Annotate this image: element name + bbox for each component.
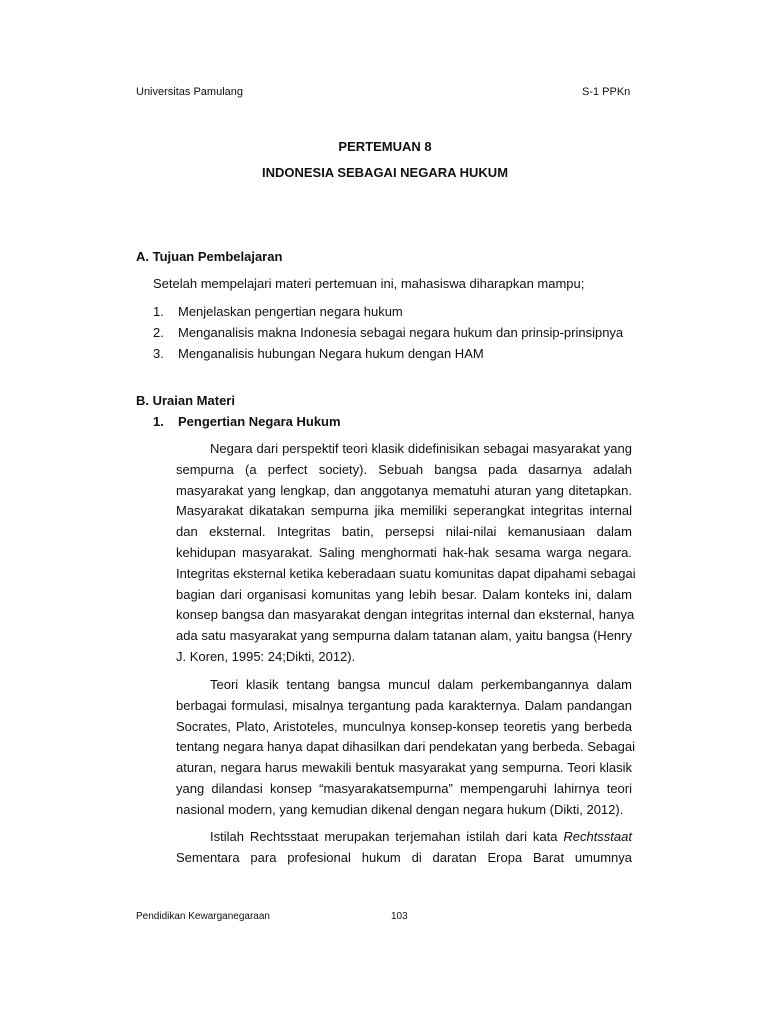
- objective-number: 2.: [153, 325, 164, 340]
- paragraph-line: Integritas eksternal ketika keberadaan suatu komunitas dapat dipahami sebagai: [176, 565, 636, 581]
- paragraph-line: J. Koren, 1995: 24;Dikti, 2012).: [176, 648, 356, 664]
- paragraph-line: Socrates, Plato, Aristoteles, munculnya konsep-konsep teoretis yang berbeda: [176, 718, 632, 734]
- objective-number: 3.: [153, 346, 164, 361]
- paragraph-line: konsep bangsa dan masyarakat dengan integritas internal dan eksternal, hanya: [176, 607, 635, 623]
- section-a-intro: Setelah mempelajari materi pertemuan ini, mahasiswa diharapkan mampu;: [153, 276, 585, 291]
- subsection-number: 1.: [153, 414, 164, 429]
- footer-course: Pendidikan Kewarganegaraan: [136, 911, 270, 922]
- paragraph-1: [176, 439, 636, 668]
- paragraph-2: [176, 675, 635, 821]
- objective-text: Menganalisis makna Indonesia sebagai negara hukum dan prinsip-prinsipnya: [178, 325, 624, 340]
- paragraph-line: sempurna (a perfect society). Sebuah bangsa pada dasarnya adalah: [176, 461, 632, 477]
- objective-number: 1.: [153, 304, 164, 319]
- paragraph-3: [176, 827, 632, 869]
- paragraph-line: yang dilandasi konsep “masyarakatsempurna” mempengaruhi lahirnya teori: [176, 780, 632, 796]
- paragraph-line: kehidupan masyarakat. Saling menghormati hak-hak sesama warga negara.: [176, 544, 632, 560]
- paragraph-line: masyarakat yang lengkap, dan anggotanya mematuhi aturan yang ditetapkan.: [176, 482, 632, 498]
- section-a-heading: A. Tujuan Pembelajaran: [136, 249, 283, 264]
- paragraph-line: [176, 827, 632, 848]
- objective-text: Menganalisis hubungan Negara hukum dengan HAM: [178, 346, 484, 361]
- paragraph-line: tentang negara hanya dapat dihasilkan dari pendekatan yang berbeda. Sebagai: [176, 739, 635, 755]
- header-institution: Universitas Pamulang: [136, 86, 243, 98]
- meeting-title: PERTEMUAN 8: [338, 139, 432, 154]
- paragraph-line: ada satu masyarakat yang sempurna dalam tatanan alam, yaitu bangsa (Henry: [176, 628, 632, 644]
- paragraph-line: berbagai formulasi, misalnya tergantung pada karakternya. Dalam pandangan: [176, 697, 632, 713]
- header-program: S-1 PPKn: [582, 86, 631, 98]
- paragraph-line: nasional modern, yang kemudian dikenal dengan negara hukum (Dikti, 2012).: [176, 801, 624, 817]
- paragraph-line: Masyarakat dikatakan sempurna jika memiliki seperangkat integritas internal: [176, 503, 632, 519]
- paragraph-line: bagian dari organisasi komunitas yang lebih besar. Dalam konteks ini, dalam: [176, 586, 632, 602]
- footer-page-number: 103: [391, 911, 408, 922]
- paragraph-line: Teori klasik tentang bangsa muncul dalam perkembangannya dalam: [210, 677, 632, 692]
- paragraph-line: Sementara para profesional hukum di daratan Eropa Barat umumnya: [176, 849, 632, 865]
- subsection-heading: Pengertian Negara Hukum: [178, 414, 341, 429]
- chapter-title: INDONESIA SEBAGAI NEGARA HUKUM: [261, 165, 509, 180]
- paragraph-line: aturan, negara harus mewakili bentuk masyarakat yang sempurna. Teori klasik: [176, 760, 632, 776]
- italic-term: Rechtsstaat: [563, 829, 632, 844]
- objective-text: Menjelaskan pengertian negara hukum: [178, 304, 403, 319]
- paragraph-text: Istilah Rechtsstaat merupakan terjemahan istilah dari kata: [210, 829, 558, 844]
- section-b-heading: B. Uraian Materi: [136, 393, 235, 408]
- paragraph-line: dan eksternal. Integritas batin, persepsi nilai-nilai kemanusiaan dalam: [176, 524, 632, 540]
- paragraph-line: Negara dari perspektif teori klasik didefinisikan sebagai masyarakat yang: [210, 441, 632, 456]
